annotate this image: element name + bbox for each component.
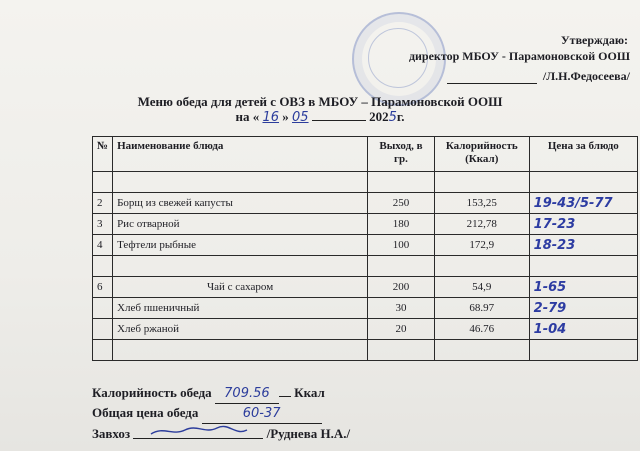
header-number: № [93,137,113,172]
row-price [529,256,637,277]
row-dish-name [113,340,368,361]
row-calories [434,340,529,361]
row-price [529,172,637,193]
row-number [93,298,113,319]
row-dish-name [113,172,368,193]
row-output: 100 [368,235,435,256]
row-price: 1-65 [529,277,637,298]
footer-storekeeper: Завхоз /Руднева Н.А./ [92,426,351,441]
row-price: 2-79 [529,298,637,319]
date-month: 05 [292,110,309,125]
title-line: Меню обеда для детей с ОВЗ в МБОУ – Парамоновской ООШ [137,94,503,109]
table-header-row [93,137,638,172]
director-signature-line [447,83,537,84]
menu-table [92,136,638,361]
date-day: 16 [262,110,280,125]
approval-block [409,32,630,84]
footer-block [92,384,350,443]
row-number [93,172,113,193]
row-output: 30 [368,298,435,319]
table-row [93,319,638,340]
row-dish-name [113,256,368,277]
row-calories: 68.97 [434,298,529,319]
table-row [93,235,638,256]
row-dish-name: Тефтели рыбные [113,235,368,256]
row-dish-name: Рис отварной [113,214,368,235]
row-dish-name: Хлеб ржаной [113,319,368,340]
header-price: Цена за блюдо [529,137,637,172]
footer-price: Общая цена обеда 60-37 [92,404,350,424]
row-output: 20 [368,319,435,340]
row-dish-name: Борщ из свежей капусты [113,193,368,214]
calories-total: 709.56 [215,385,279,404]
footer-calories: Калорийность обеда 709.56 Ккал [92,384,350,404]
row-calories: 172,9 [434,235,529,256]
row-number: 3 [93,214,113,235]
row-output [368,172,435,193]
row-output [368,340,435,361]
director-name: /Л.Н.Федосеева/ [542,69,630,83]
row-calories: 46.76 [434,319,529,340]
title-date: на « 16 » 05 2025г. [235,109,405,125]
approval-position: директор МБОУ - Парамоновской ООШ [408,49,630,63]
row-price: 1-04 [529,319,637,340]
row-output: 200 [368,277,435,298]
row-price [529,340,637,361]
row-price: 18-23 [529,235,637,256]
row-price: 17-23 [529,214,637,235]
row-calories [434,172,529,193]
row-output: 250 [368,193,435,214]
table-row [93,340,638,361]
page-title [0,94,640,125]
row-calories: 153,25 [434,193,529,214]
row-output: 180 [368,214,435,235]
row-number [93,319,113,340]
row-dish-name: Хлеб пшеничный [113,298,368,319]
storekeeper-name: /Руднева Н.А./ [266,426,351,441]
approval-heading: Утверждаю: [560,33,628,47]
row-number: 2 [93,193,113,214]
row-price: 19-43/5-77 [529,193,637,214]
row-number: 6 [93,277,113,298]
header-calories: Калорийность (Ккал) [434,137,529,172]
row-output [368,256,435,277]
row-calories [434,256,529,277]
header-output: Выход, в гр. [368,137,435,172]
date-year-digit: 5 [388,110,397,125]
row-number [93,256,113,277]
row-calories: 212,78 [434,214,529,235]
row-dish-name: Чай с сахаром [113,277,368,298]
table-row [93,277,638,298]
table-row [93,172,638,193]
row-number [93,340,113,361]
storekeeper-signature [133,424,263,439]
table-row [93,298,638,319]
table-row [93,256,638,277]
price-total: 60-37 [202,405,322,424]
table-row [93,214,638,235]
table-row [93,193,638,214]
row-number: 4 [93,235,113,256]
header-dish-name: Наименование блюда [113,137,368,172]
row-calories: 54,9 [434,277,529,298]
